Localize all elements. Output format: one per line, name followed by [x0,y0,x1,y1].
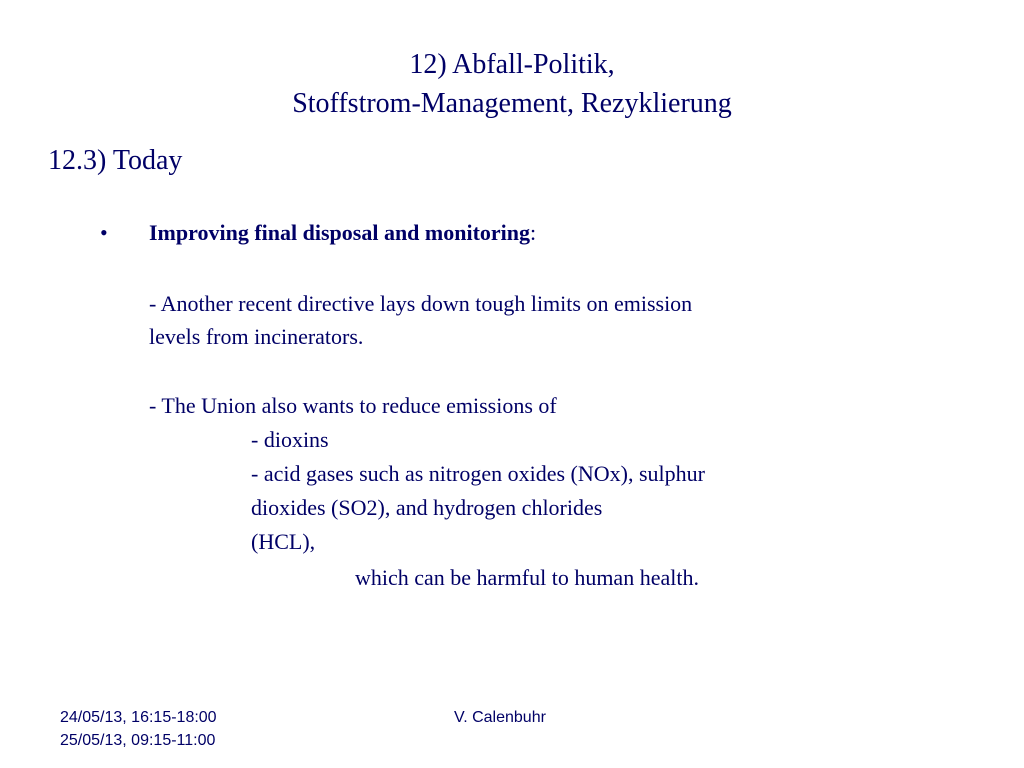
paragraph-1-line-1: - Another recent directive lays down tough limits on emission [149,291,693,316]
closing-line: which can be harmful to human health. [355,565,699,590]
sub-item-dioxins: - dioxins [251,427,329,452]
section-heading: 12.3) Today [48,145,183,176]
footer-date-line-1: 24/05/13, 16:15-18:00 [60,709,217,726]
paragraph-2-line-1: - The Union also wants to reduce emissions of [149,393,557,418]
sub-item-acid-gases-line-3: (HCL), [251,529,316,554]
bullet-icon: • [100,220,108,245]
bullet-heading-text: Improving final disposal and monitoring [149,220,531,245]
bullet-heading-colon: : [530,220,537,245]
footer-author: V. Calenbuhr [454,709,546,726]
slide-title-line-1: 12) Abfall-Politik, [409,49,615,80]
footer-date-line-2: 25/05/13, 09:15-11:00 [60,732,216,749]
sub-item-acid-gases-line-2: dioxides (SO2), and hydrogen chlorides [251,495,603,520]
slide-title-line-2: Stoffstrom-Management, Rezyklierung [292,88,732,119]
bullet-heading [149,216,536,250]
sub-item-acid-gases-line-1: - acid gases such as nitrogen oxides (NOx), sulphur [251,461,705,486]
paragraph-1-line-2: levels from incinerators. [149,324,364,349]
